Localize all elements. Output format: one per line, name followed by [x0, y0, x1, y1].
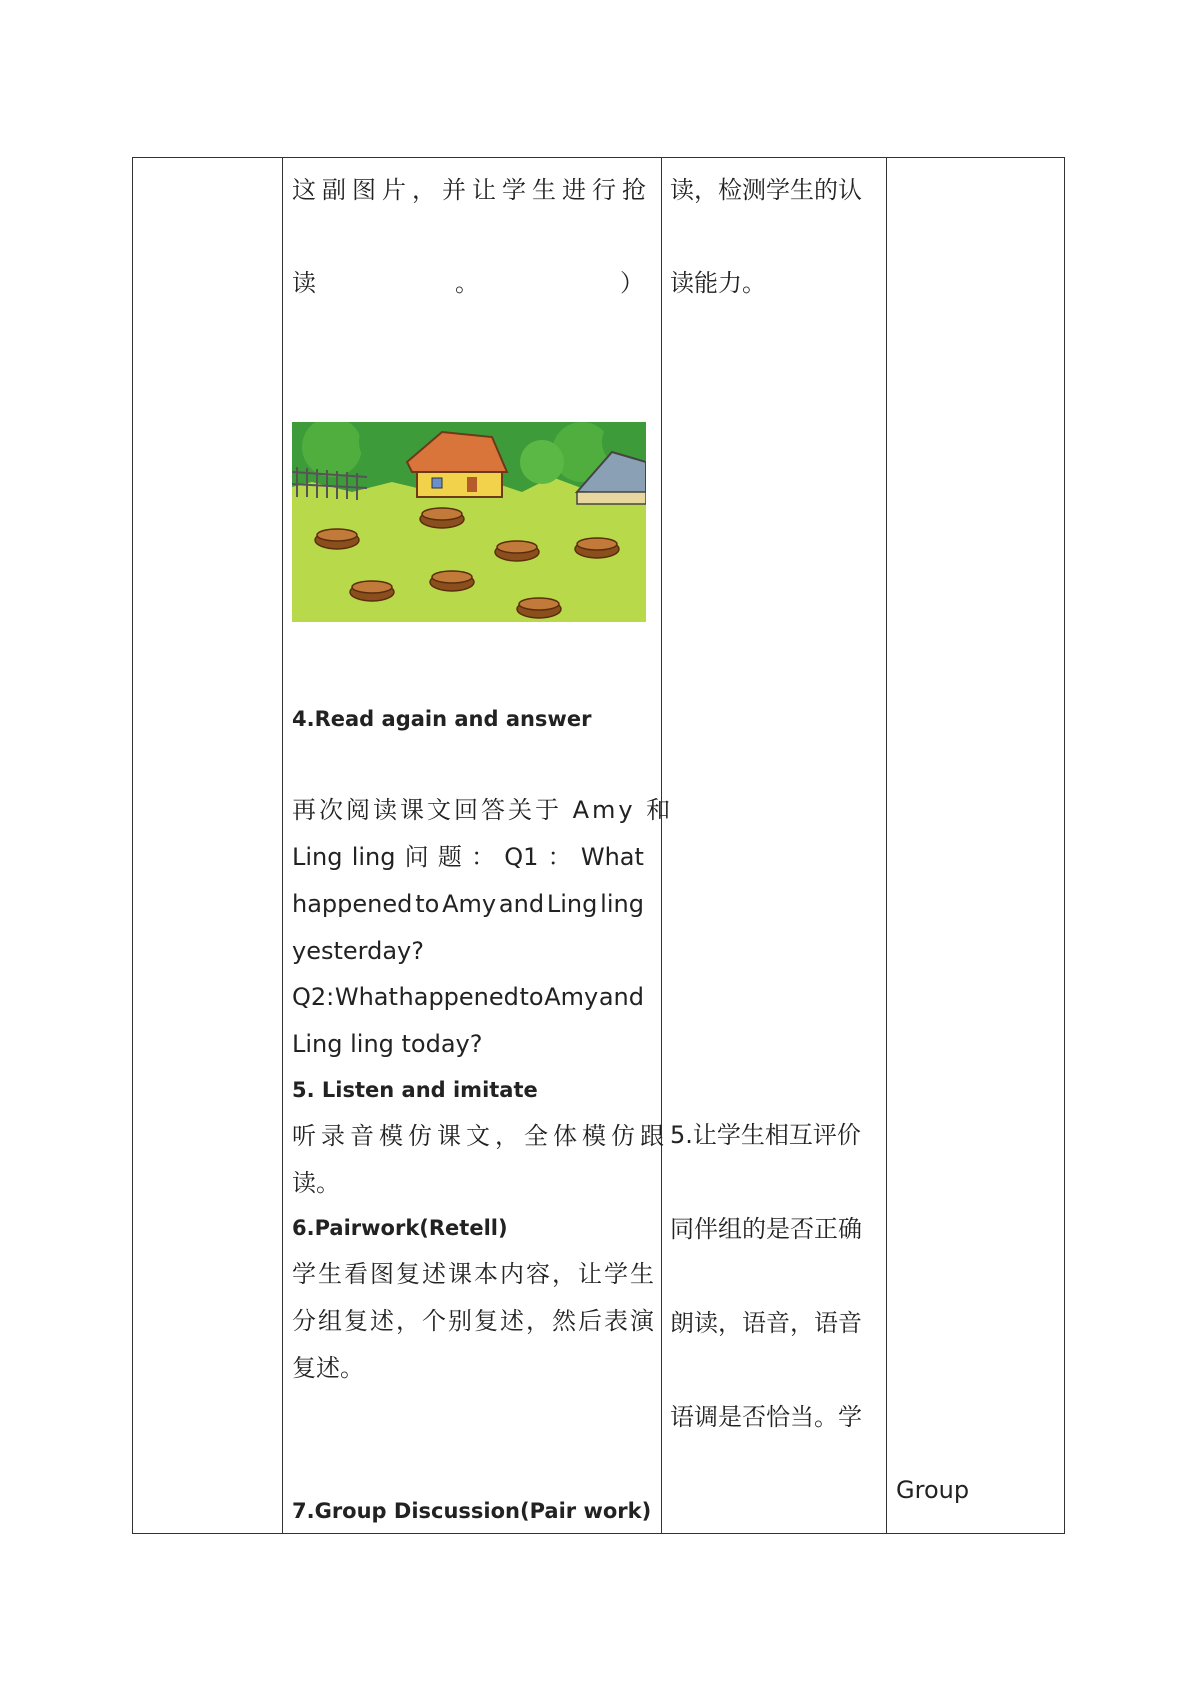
word: Amy	[544, 983, 599, 1011]
purpose-text-line: 读，检测学生的认	[670, 176, 862, 204]
word: ：	[547, 843, 572, 871]
column-divider	[886, 157, 887, 1534]
text-fragment: 。	[455, 269, 479, 297]
procedure-text-line	[292, 982, 644, 1012]
word: and	[598, 983, 644, 1011]
word: 问	[404, 843, 429, 871]
column-divider	[282, 157, 283, 1534]
word: and	[498, 890, 545, 918]
section-heading-4: 4.Read again and answer	[292, 707, 592, 731]
section-heading-6: 6.Pairwork(Retell)	[292, 1216, 508, 1240]
procedure-text-line: 这副图片，并让学生进行抢	[292, 176, 652, 204]
activity-text-line: Group	[896, 1476, 970, 1504]
word: to	[415, 890, 440, 918]
purpose-text-line: 读能力。	[670, 269, 766, 297]
word: to	[519, 983, 544, 1011]
purpose-text-line: 同伴组的是否正确	[670, 1215, 862, 1243]
procedure-text-line	[292, 889, 644, 919]
procedure-text-line: 分组复述，个别复述，然后表演	[292, 1307, 656, 1335]
word: happened	[398, 983, 519, 1011]
word: ：	[471, 843, 496, 871]
word: ling	[351, 843, 396, 871]
word: What	[334, 983, 398, 1011]
word: Amy	[442, 890, 497, 918]
word: Q2:	[292, 983, 335, 1011]
procedure-text-line	[292, 842, 644, 872]
section-heading-5: 5. Listen and imitate	[292, 1078, 538, 1102]
purpose-text-line: 语调是否恰当。学	[670, 1403, 862, 1431]
word: happened	[292, 890, 413, 918]
column-divider	[661, 157, 662, 1534]
procedure-text-line: 听录音模仿课文，全体模仿跟	[292, 1122, 669, 1150]
word: 题	[437, 843, 462, 871]
word: ling	[600, 890, 644, 918]
procedure-text-line: 读。	[292, 1169, 340, 1197]
procedure-text-line: Ling ling today?	[292, 1030, 483, 1058]
village-stumps-illustration	[292, 422, 646, 622]
text-fragment: 读	[292, 269, 316, 297]
word: Ling	[292, 843, 343, 871]
word: Q1	[504, 843, 539, 871]
purpose-text-line: 5.让学生相互评价	[670, 1121, 861, 1149]
purpose-text-line: 朗读，语音，语音	[670, 1309, 862, 1337]
word: Ling	[546, 890, 598, 918]
procedure-text-line: 学生看图复述课本内容，让学生	[292, 1260, 656, 1288]
text-fragment: ）	[620, 269, 644, 297]
section-heading-7: 7.Group Discussion(Pair work)	[292, 1499, 652, 1523]
procedure-text-line: yesterday?	[292, 937, 424, 965]
word: What	[580, 843, 644, 871]
procedure-text-line: 复述。	[292, 1354, 364, 1382]
procedure-text-line: 再次阅读课文回答关于 Amy 和	[292, 796, 674, 824]
